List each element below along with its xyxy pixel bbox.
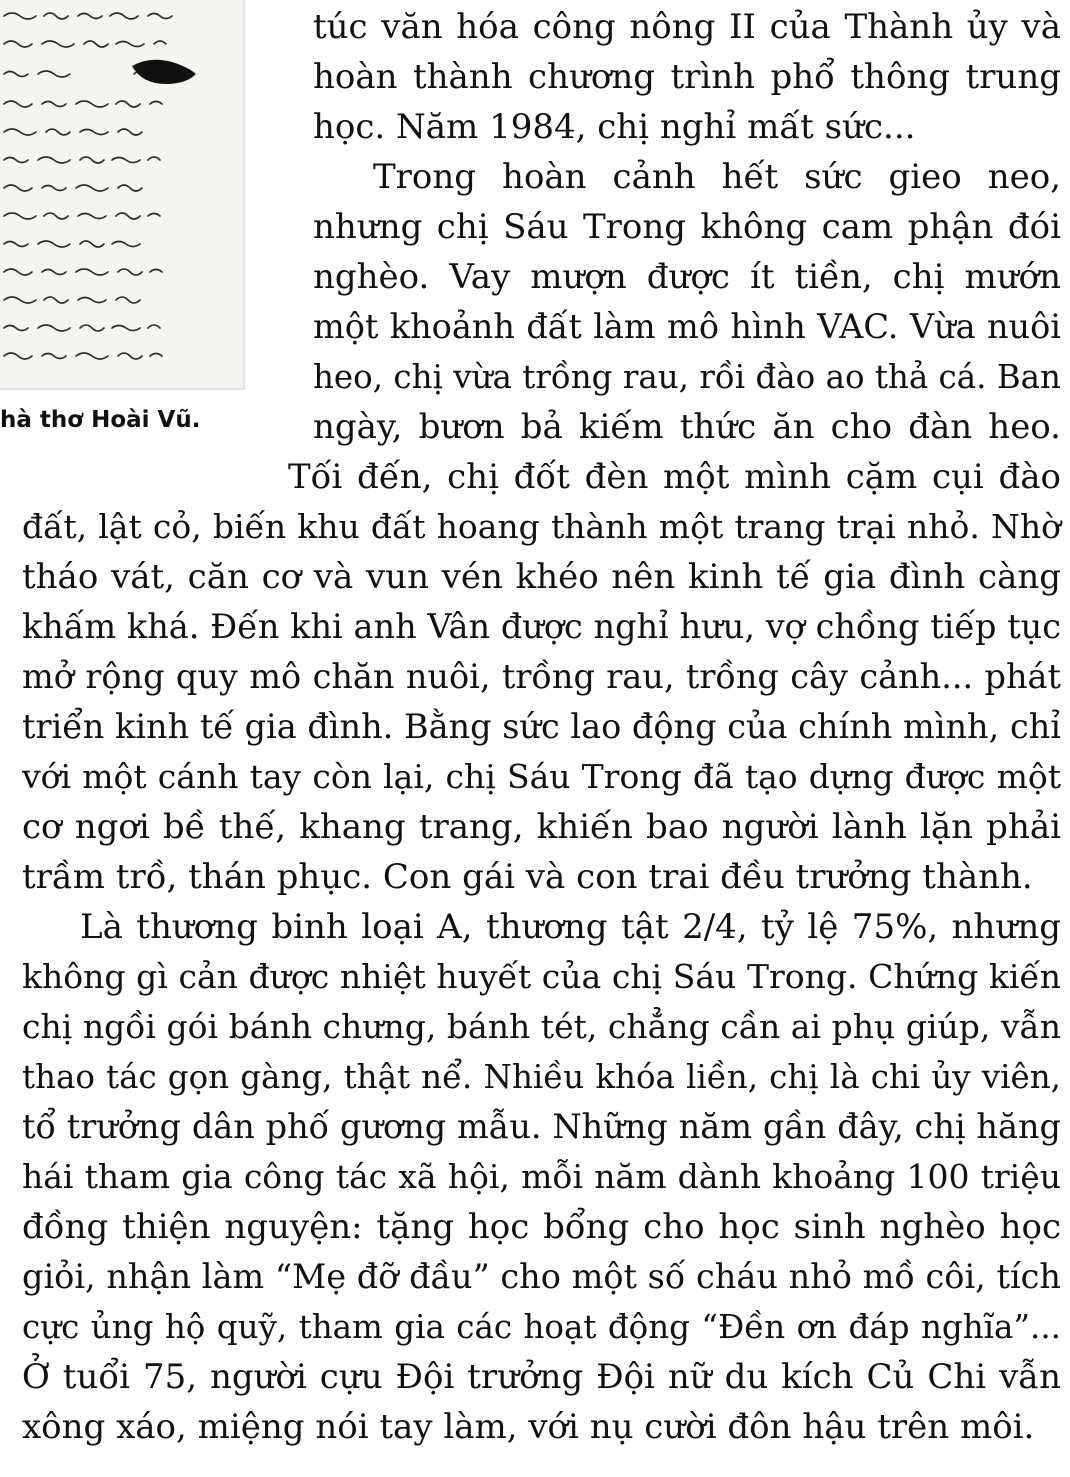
text-line: thao tác gọn gàng, thật nể. Nhiều khóa liền, chị là chi ủy viên, [22,1058,1061,1096]
text-line: không gì cản được nhiệt huyết của chị Sáu Trong. Chứng kiến [22,957,1061,996]
handwritten-letter-image [0,0,245,390]
text-line: mở rộng quy mô chăn nuôi, trồng rau, trồng cây cảnh... phát [22,657,1061,696]
text-line: Là thương binh loại A, thương tật 2/4, tỷ lệ 75%, nhưng [80,907,1061,947]
text-line: tháo vát, căn cơ và vun vén khéo nên kinh tế gia đình càng [22,557,1061,597]
text-line: túc văn hóa công nông II của Thành ủy và [313,7,1061,47]
text-line: một khoảnh đất làm mô hình VAC. Vừa nuôi [313,307,1061,346]
text-line: giỏi, nhận làm “Mẹ đỡ đầu” cho một số cháu nhỏ mồ côi, tích [22,1257,1061,1296]
text-line: học. Năm 1984, chị nghỉ mất sức... [313,107,916,147]
text-line: hái tham gia công tác xã hội, mỗi năm dành khoảng 100 triệu [22,1157,1061,1196]
text-line: Trong hoàn cảnh hết sức gieo neo, [373,157,1061,197]
text-line: khấm khá. Đến khi anh Vân được nghỉ hưu, vợ chồng tiếp tục [22,607,1061,646]
text-line: chị ngồi gói bánh chưng, bánh tét, chẳng cần ai phụ giúp, vẫn [22,1007,1061,1046]
text-line: nhưng chị Sáu Trong không cam phận đói [313,207,1061,247]
image-caption: hà thơ Hoài Vũ. [0,407,201,433]
text-line: nghèo. Vay mượn được ít tiền, chị mướn [313,257,1061,297]
text-line: hoàn thành chương trình phổ thông trung [313,57,1061,97]
text-line: Ở tuổi 75, người cựu Đội trưởng Đội nữ du kích Củ Chi vẫn [22,1357,1061,1397]
text-line: đất, lật cỏ, biến khu đất hoang thành một trang trại nhỏ. Nhờ [22,507,1061,546]
text-line: đồng thiện nguyện: tặng học bổng cho học sinh nghèo học [22,1207,1061,1247]
text-line: cực ủng hộ quỹ, tham gia các hoạt động “Đền ơn đáp nghĩa”... [22,1308,1061,1346]
text-line: ngày, bươn bả kiếm thức ăn cho đàn heo. [313,407,1061,447]
text-line: tổ trưởng dân phố gương mẫu. Những năm gần đây, chị hăng [22,1107,1061,1146]
text-line: trầm trồ, thán phục. Con gái và con trai đều trưởng thành. [22,857,1033,897]
text-line: với một cánh tay còn lại, chị Sáu Trong đã tạo dựng được một [22,757,1061,796]
text-line: Tối đến, chị đốt đèn một mình cặm cụi đào [288,457,1061,497]
text-line: xông xáo, miệng nói tay làm, với nụ cười đôn hậu trên môi. [22,1407,1035,1447]
text-line: cơ ngơi bề thế, khang trang, khiến bao người lành lặn phải [22,807,1061,847]
text-line: triển kinh tế gia đình. Bằng sức lao động của chính mình, chỉ [22,707,1061,746]
text-line: heo, chị vừa trồng rau, rồi đào ao thả cá. Ban [313,358,1061,396]
